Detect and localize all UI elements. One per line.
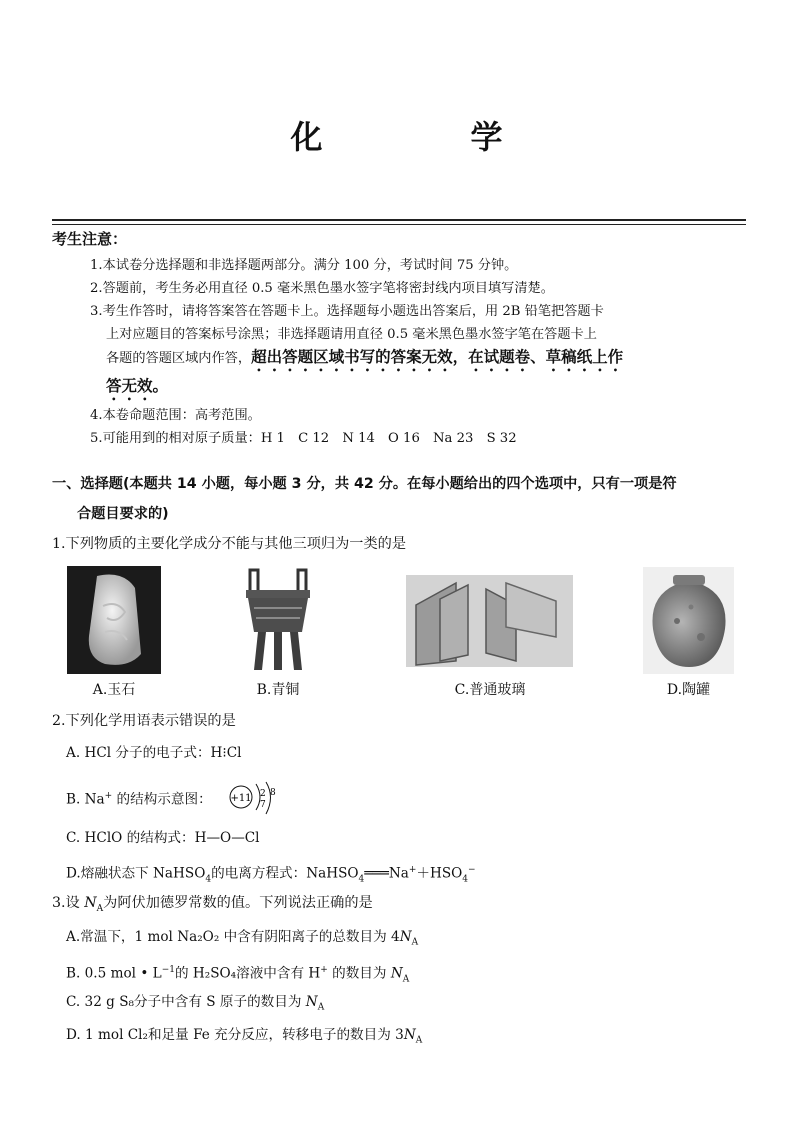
- subscript: 4: [205, 874, 212, 885]
- option-c-caption: C.普通玻璃: [454, 682, 526, 698]
- option-a-caption: A.玉石: [92, 682, 136, 698]
- subscript: A: [317, 1002, 325, 1013]
- subscript: A: [96, 903, 104, 914]
- pottery-image: [643, 567, 734, 674]
- stem-text: 为阿伏加德罗常数的值。下列说法正确的是: [103, 895, 373, 911]
- q3-option-a: [66, 927, 418, 953]
- avogadro-symbol: N: [403, 1027, 416, 1043]
- notice-item: [90, 375, 752, 404]
- q2-option-c: C. HClO 的结构式：H—O—Cl: [66, 830, 260, 846]
- charge-sup: +: [408, 865, 417, 875]
- charge-sup: +: [320, 965, 328, 975]
- superscript: −1: [161, 965, 175, 975]
- notice-heading: 考生注意：: [52, 230, 128, 248]
- notice-item: 1.本试卷分选择题和非选择题两部分。满分 100 分，考试时间 75 分钟。: [90, 258, 518, 273]
- avogadro-symbol: N: [390, 965, 403, 982]
- jade-image: [67, 566, 161, 674]
- charge-sup: −: [468, 865, 476, 875]
- option-text: D.熔融状态下 NaHSO: [66, 865, 206, 882]
- option-text: 的电离方程式：NaHSO: [211, 865, 359, 882]
- atom-structure-diagram: [226, 778, 286, 818]
- option-text: D. 1 mol Cl₂和足量 Fe 充分反应，转移电子的数目为 3: [66, 1027, 404, 1043]
- equals-sign: ═══: [364, 865, 389, 882]
- question-2-stem: 2.下列化学用语表示错误的是: [52, 713, 236, 729]
- question-1-stem: 1.下列物质的主要化学成分不能与其他三项归为一类的是: [52, 536, 407, 552]
- option-text: A.常温下，1 mol Na₂O₂ 中含有阴阳离子的总数目为 4: [66, 929, 400, 945]
- subscript: A: [402, 974, 410, 985]
- notice-item: 上对应题目的答案标号涂黑；非选择题请用直径 0.5 毫米黑色墨水签字笔在答题卡上: [106, 327, 597, 342]
- question-3-stem: [52, 893, 373, 919]
- q3-option-d: [66, 1025, 422, 1051]
- option-text: B. 0.5 mol • L: [66, 965, 162, 982]
- option-text: C. 32 g S₈分子中含有 S 原子的数目为: [66, 994, 306, 1010]
- option-d-caption: D.陶罐: [666, 682, 711, 698]
- q3-option-c: [66, 992, 324, 1018]
- avogadro-symbol: N: [399, 929, 412, 945]
- subscript: 4: [462, 874, 469, 885]
- notice-item: 3.考生作答时，请将答案答在答题卡上。选择题每小题选出答案后，用 2B 铅笔把答题卡: [90, 304, 604, 319]
- header-rule: [52, 219, 746, 221]
- notice-item: [90, 346, 752, 375]
- avogadro-symbol: N: [305, 994, 318, 1010]
- option-text: Na: [388, 865, 409, 882]
- notice-item: 2.答题前，考生务必用直径 0.5 毫米黑色墨水签字笔将密封线内项目填写清楚。: [90, 281, 554, 296]
- option-text: 的结构示意图：: [112, 791, 212, 808]
- notice-item: 4.本卷命题范围：高考范围。: [90, 408, 261, 423]
- page-title: 化 学: [290, 118, 561, 156]
- electron-formula: H⁝Cl: [210, 745, 242, 761]
- subscript: A: [411, 937, 419, 948]
- section-line: 一、选择题(本题共 14 小题，每小题 3 分，共 42 分。在每小题给出的四个选项中，只有一项是符: [52, 476, 677, 492]
- q2-option-d: [66, 860, 476, 889]
- notice-text: 各题的答题区域内作答，: [106, 351, 252, 366]
- q2-option-b: [66, 786, 212, 810]
- option-text: 的 H₂SO₄溶液中含有 H: [174, 965, 321, 982]
- option-b-caption: B.青铜: [256, 682, 300, 698]
- option-text: ＋HSO: [416, 865, 463, 882]
- charge-sup: +: [104, 791, 113, 801]
- shell-electrons: 2: [260, 789, 266, 799]
- subscript: A: [415, 1035, 423, 1046]
- notice-emphasis: 答无效。: [106, 377, 169, 395]
- q3-option-b: [66, 960, 409, 989]
- option-text: A. HCl 分子的电子式：: [66, 745, 211, 761]
- section-heading: [52, 469, 752, 529]
- stem-text: 3.设: [52, 895, 85, 911]
- notice-emphasis: 超出答题区域书写的答案无效，在试题卷、草稿纸上作: [251, 348, 624, 366]
- shell-electrons: 7: [260, 800, 266, 810]
- notice-list: [90, 254, 752, 450]
- glass-image: [406, 575, 573, 667]
- header-rule-thin: [52, 224, 746, 225]
- q2-option-a: [66, 743, 241, 763]
- shell-electrons: 8: [270, 788, 276, 798]
- option-text: 的数目为: [327, 965, 391, 982]
- bronze-image: [240, 566, 316, 674]
- notice-item: 5.可能用到的相对原子质量：H 1 C 12 N 14 O 16 Na 23 S 32: [90, 431, 517, 446]
- exam-notice: [52, 228, 752, 450]
- subscript: 4: [358, 874, 365, 885]
- section-line: 合题目要求的): [77, 506, 169, 522]
- avogadro-symbol: N: [84, 895, 97, 911]
- option-text: B. Na: [66, 791, 105, 808]
- nucleus-charge: +11: [230, 793, 252, 804]
